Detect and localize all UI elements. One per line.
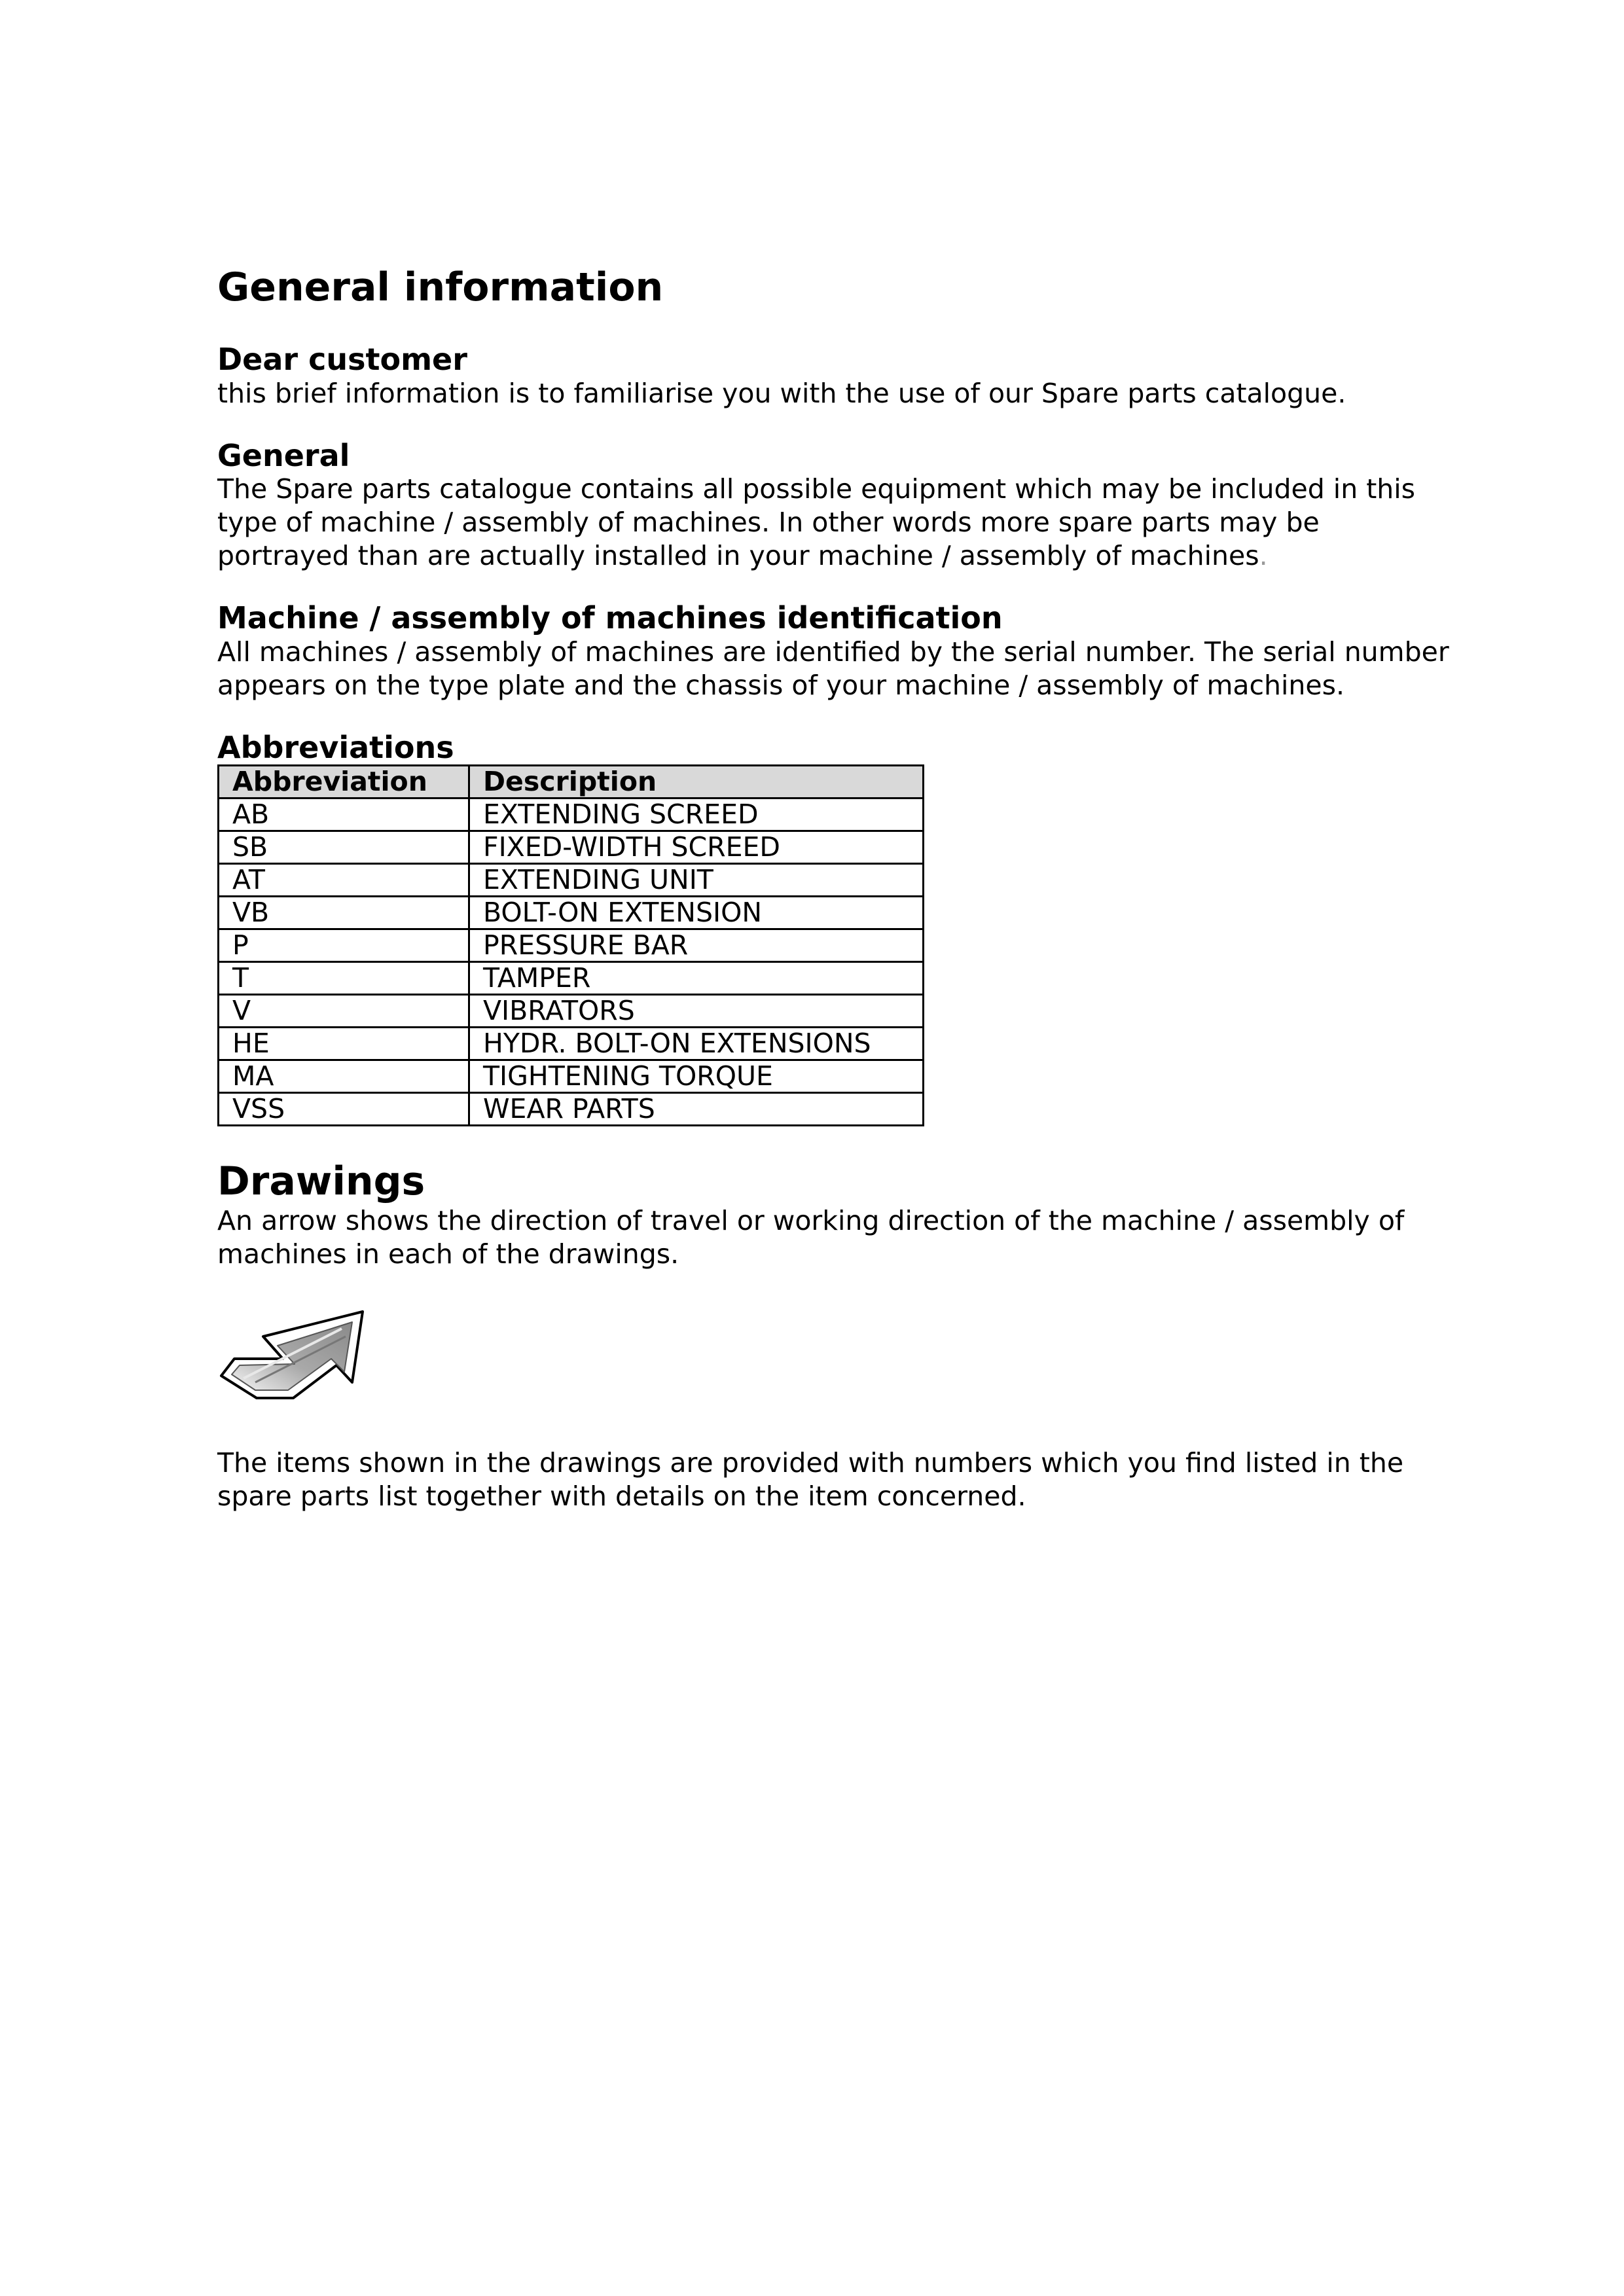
column-header-description: Description — [469, 766, 924, 798]
description-cell: TIGHTENING TORQUE — [469, 1060, 924, 1093]
column-header-abbreviation: Abbreviation — [219, 766, 469, 798]
table-row — [219, 962, 924, 995]
table-row — [219, 864, 924, 897]
table-row — [219, 897, 924, 929]
abbreviation-cell: SB — [219, 831, 469, 864]
abbreviations-heading: Abbreviations — [217, 729, 454, 765]
dear-customer-text: this brief information is to familiarise you with the use of our Spare parts catalogue. — [217, 377, 1346, 409]
dear-customer-section — [217, 343, 1454, 410]
identification-section — [217, 601, 1454, 702]
items-text: The items shown in the drawings are provided with numbers which you find listed in the spare parts list together with details on the item concerned. — [217, 1447, 1404, 1513]
general-heading: General — [217, 437, 350, 473]
abbreviation-cell: MA — [219, 1060, 469, 1093]
table-row — [219, 929, 924, 962]
identification-heading: Machine / assembly of machines identification — [217, 600, 1003, 636]
description-cell: VIBRATORS — [469, 995, 924, 1028]
direction-arrow-icon — [217, 1309, 368, 1407]
abbreviation-cell: V — [219, 995, 469, 1028]
document-page — [217, 265, 1454, 1513]
abbreviations-section — [217, 731, 1454, 1127]
abbreviation-cell: T — [219, 962, 469, 995]
identification-text: All machines / assembly of machines are identified by the serial number. The serial number appears on the type plate and the chassis of your machine / assembly of machines. — [217, 636, 1449, 701]
description-cell: EXTENDING SCREED — [469, 798, 924, 831]
table-row — [219, 995, 924, 1028]
description-cell: PRESSURE BAR — [469, 929, 924, 962]
table-row — [219, 1060, 924, 1093]
general-paragraph — [217, 473, 1454, 573]
abbreviation-cell: VB — [219, 897, 469, 929]
drawings-heading: Drawings — [217, 1158, 425, 1205]
general-section — [217, 439, 1454, 573]
description-cell: FIXED-WIDTH SCREED — [469, 831, 924, 864]
table-row — [219, 1028, 924, 1060]
drawings-text: An arrow shows the direction of travel or working direction of the machine / assembly of machines in each of the drawings. — [217, 1205, 1405, 1270]
abbreviation-cell: P — [219, 929, 469, 962]
table-row — [219, 831, 924, 864]
description-cell: TAMPER — [469, 962, 924, 995]
description-cell: BOLT-ON EXTENSION — [469, 897, 924, 929]
description-cell: WEAR PARTS — [469, 1093, 924, 1126]
abbreviations-table — [217, 764, 924, 1126]
description-cell: HYDR. BOLT-ON EXTENSIONS — [469, 1028, 924, 1060]
abbreviation-cell: AB — [219, 798, 469, 831]
description-cell: EXTENDING UNIT — [469, 864, 924, 897]
dear-customer-heading: Dear customer — [217, 342, 467, 377]
general-end-mark: . — [1259, 540, 1268, 572]
general-text: The Spare parts catalogue contains all possible equipment which may be included in this type of machine / assembly of machines. In other words more spare parts may be portrayed than are actually installed in your machine / assembly of machines — [217, 473, 1416, 572]
table-row — [219, 798, 924, 831]
abbreviation-cell: HE — [219, 1028, 469, 1060]
abbreviation-cell: VSS — [219, 1093, 469, 1126]
table-header-row — [219, 766, 924, 798]
abbreviation-cell: AT — [219, 864, 469, 897]
page-title: General information — [217, 264, 664, 310]
table-row — [219, 1093, 924, 1126]
